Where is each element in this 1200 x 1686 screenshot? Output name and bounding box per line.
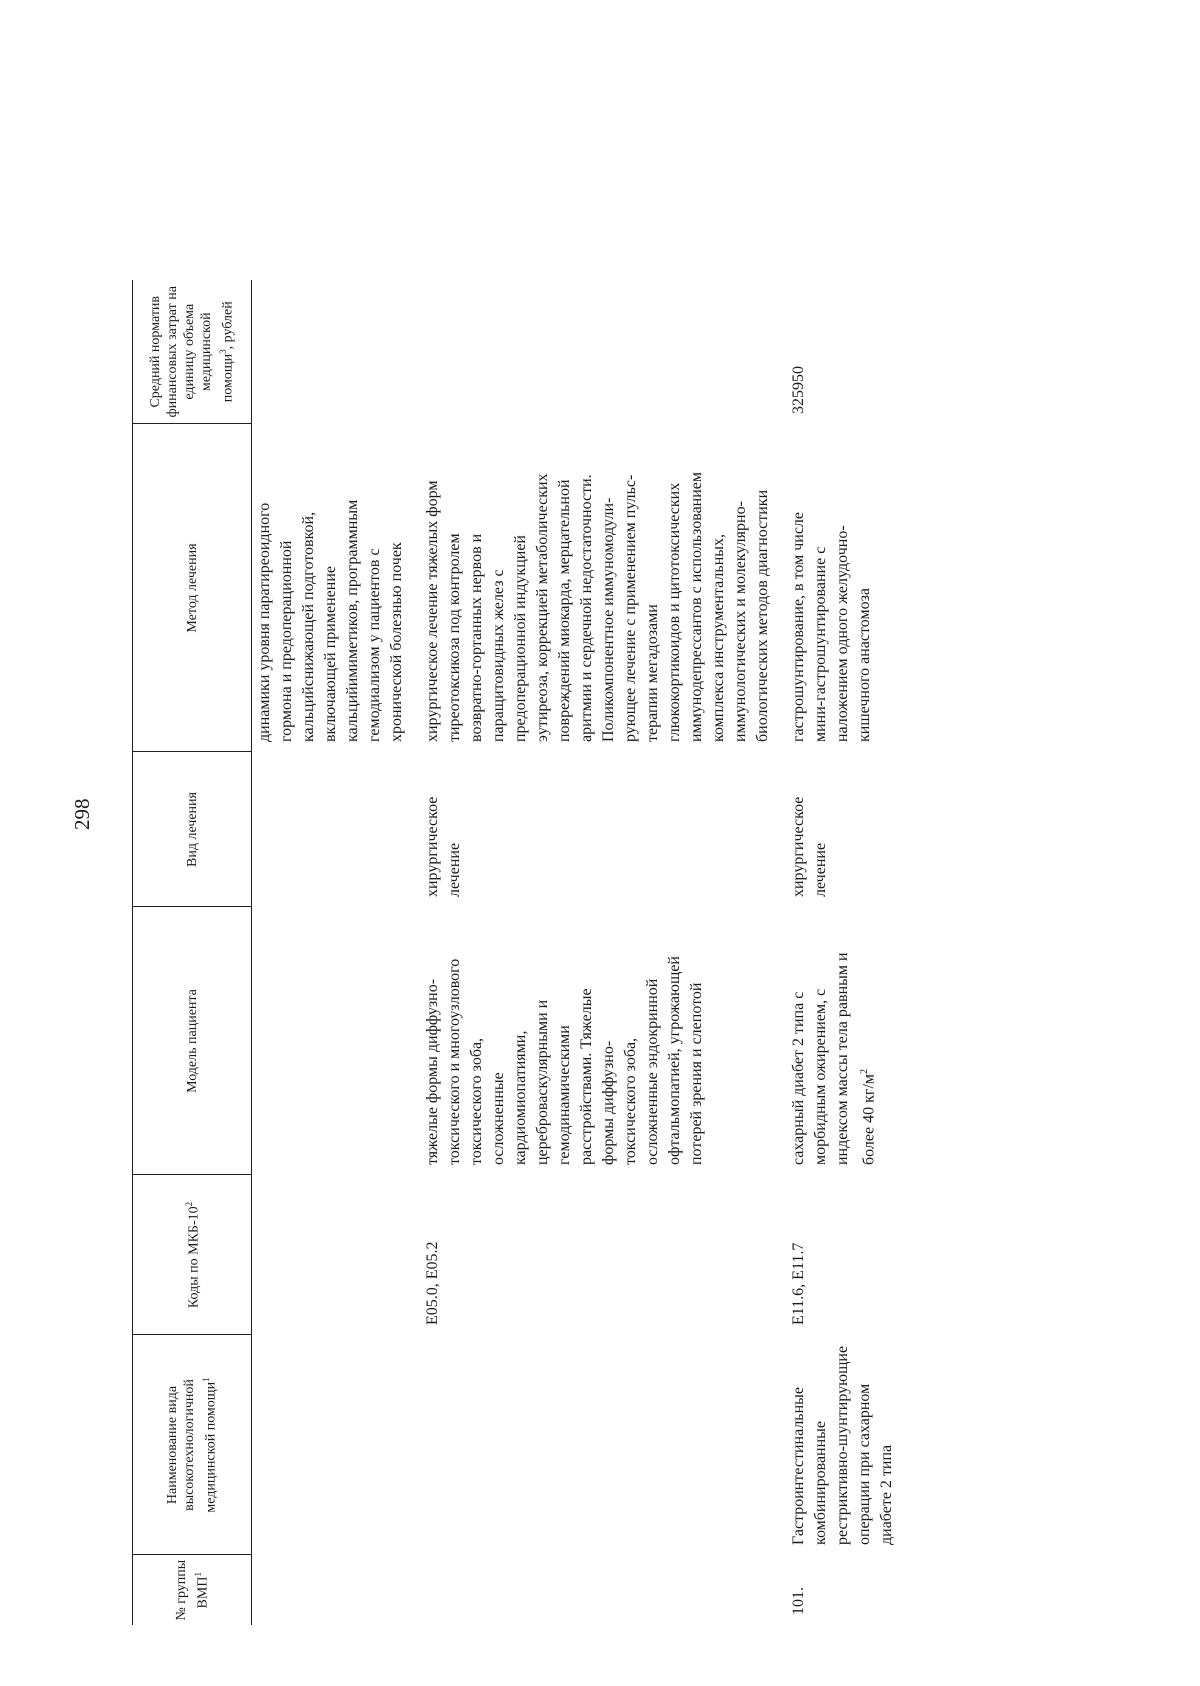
cell-model — [252, 907, 415, 1175]
page-number: 298 — [70, 798, 94, 830]
vmp-table — [132, 280, 904, 1625]
cell-codes: E11.6, E11.7 — [790, 1242, 807, 1325]
cell-cost — [252, 280, 415, 424]
table-row — [780, 280, 904, 1625]
cell-cost: 325950 — [790, 366, 807, 414]
cell-name — [414, 1335, 780, 1555]
cell-group — [252, 1555, 415, 1625]
header-group-number: № группы ВМП$^1$ — [133, 1555, 252, 1625]
cell-model: сахарный диабет 2 типа с морбидным ожирением, с индексом массы тела равным и более 40 $кг/м^2$ — [790, 952, 878, 1165]
cell-type: хирургическое лечение — [790, 796, 829, 897]
header-patient-model: Модель пациента — [133, 907, 252, 1175]
header-treatment-type: Вид лечения — [133, 752, 252, 907]
cell-type — [252, 752, 415, 907]
cell-model: тяжелые формы диффузно- токсического и многоузлового токсического зоба, осложненные кардиомиопатиями, цереброваскулярными и гемодинамическими расстройствами. Тяжелые формы диффузно- токсического зоба, осложненные эндокринной офтальмопатией, угрожающей потерей зрения и слепотой — [424, 956, 705, 1165]
table-row — [252, 280, 415, 1625]
header-treatment-method: Метод лечения — [133, 424, 252, 752]
cell-name — [252, 1335, 415, 1555]
cell-group: 101. — [790, 1587, 807, 1615]
cell-name: Гастроинтестинальные комбинированные рестриктивно-шунтирующие операции при сахарном диабете 2 типа — [790, 1345, 895, 1545]
cell-method: динамики уровня паратиреоидного гормона и предоперационной кальцийснижающей подготовкой, включающей применение кальцийимиметиков, программным гемодиализом у пациентов с хронической болезнью почек — [256, 499, 405, 742]
header-care-type-name: Наименование вида высокотехнологичной медицинской помощи$^1$ — [133, 1335, 252, 1555]
header-cost-standard: Средний норматив финансовых затрат на единицу объема медицинской помощи$^3$, рублей — [133, 280, 252, 424]
cell-codes: E05.0, E05.2 — [424, 1241, 441, 1325]
table-header-row — [133, 280, 252, 1625]
cell-method: гастрошунтирование, в том числе мини-гастрошунтирование с наложением одного желудочно- кишечного анастомоза — [790, 511, 873, 742]
cell-cost — [414, 280, 780, 424]
cell-codes — [252, 1175, 415, 1335]
cell-group — [414, 1555, 780, 1625]
table-row — [414, 280, 780, 1625]
cell-method: хирургическое лечение тяжелых форм тиреотоксикоза под контролем возвратно-гортанных нервов и паращитовидных желез с предоперационной индукцией эутиреоза, коррекцией метаболических повреждений миокарда, мерцательной аритмии и сердечной недостаточности. Поликомпонентное иммуномодули- рующее лечение с применением пульс- терапии мегадозами глюкокортикоидов и цитотоксических иммунодепрессантов с использованием комплекса инструментальных, иммунологических и молекулярно- биологических методов диагностики — [424, 471, 771, 742]
cell-type: хирургическое лечение — [424, 796, 463, 897]
header-icd-codes: Коды по МКБ-$10^2$ — [133, 1175, 252, 1335]
